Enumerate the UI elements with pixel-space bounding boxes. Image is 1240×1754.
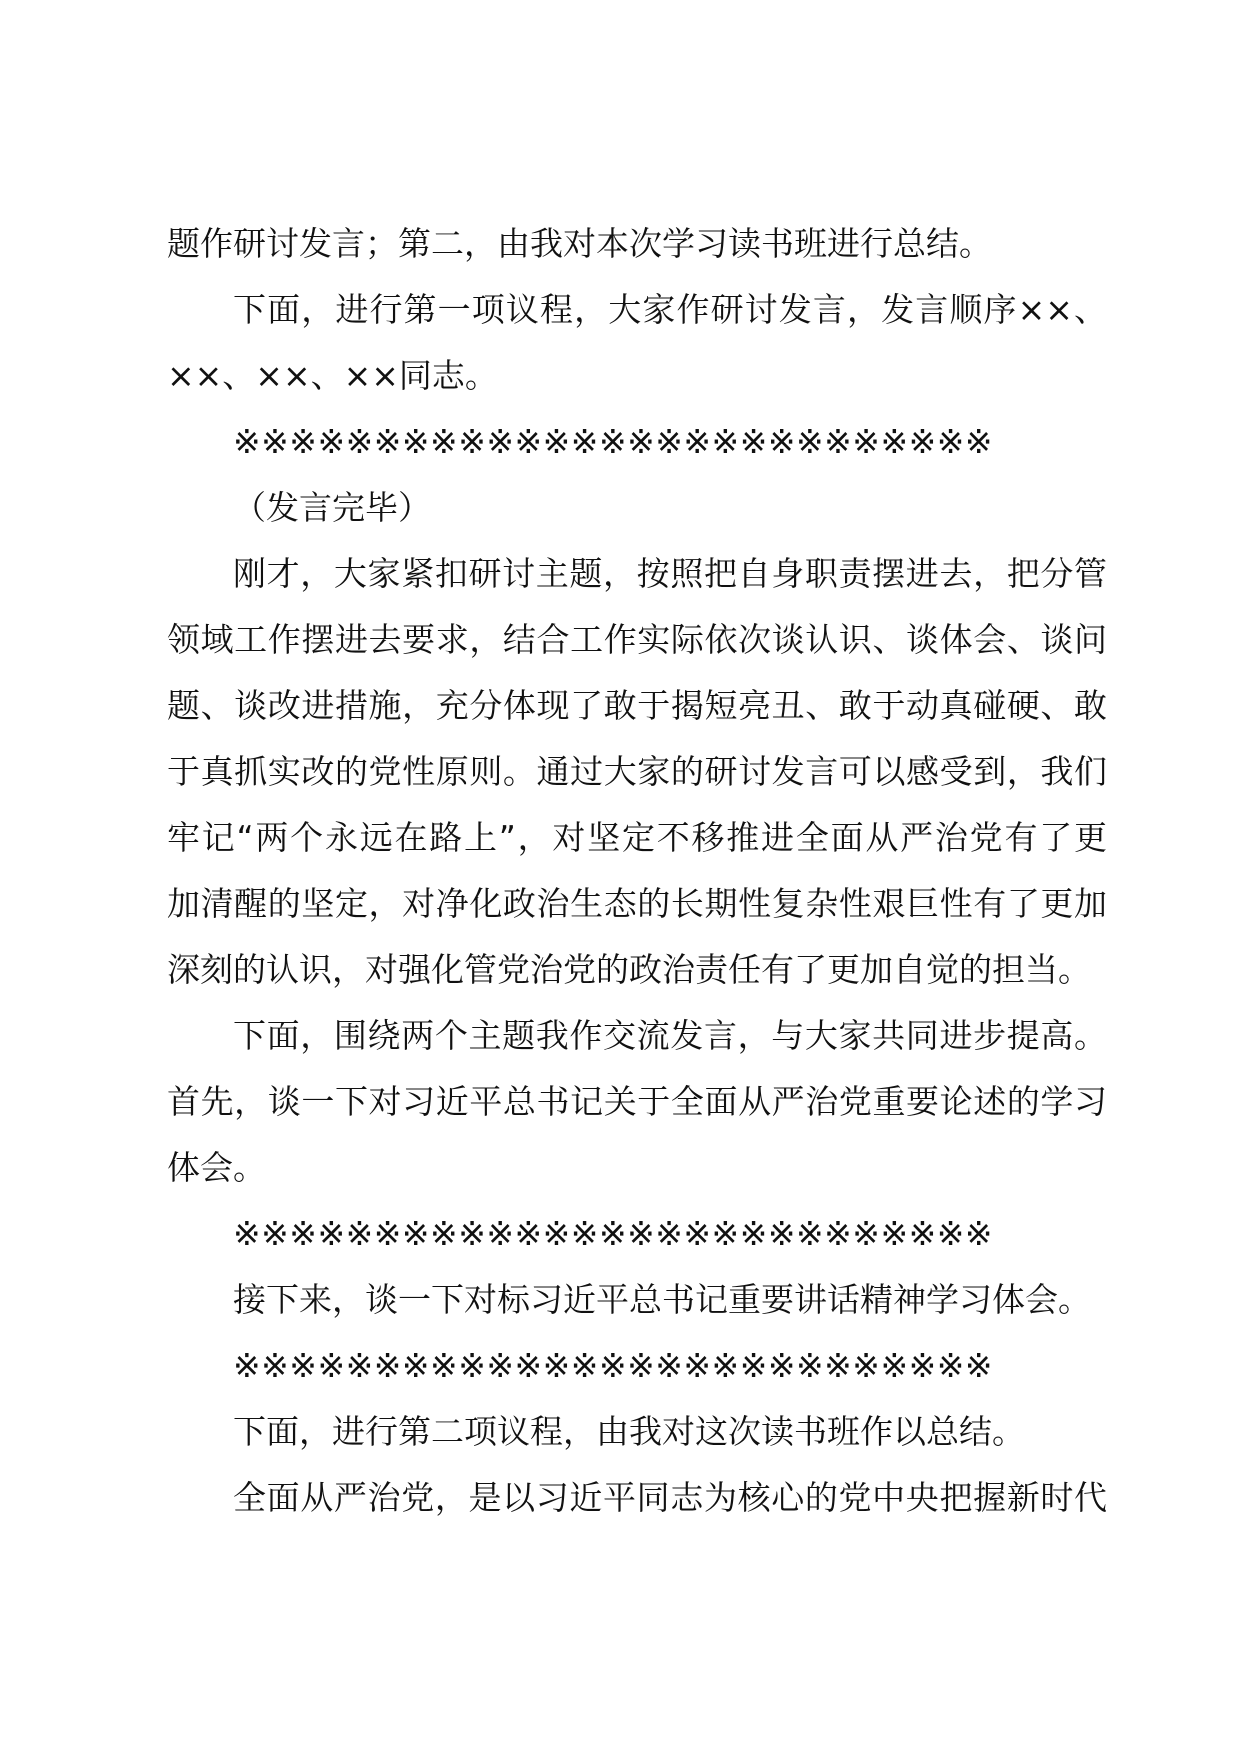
paragraph	[167, 541, 1107, 1003]
document-body	[167, 211, 1107, 1531]
text-line: 深刻的认识，对强化管党治党的政治责任有了更加自觉的担当。	[167, 950, 1091, 989]
text-line: 下面，围绕两个主题我作交流发言，与大家共同进步提高。	[233, 1016, 1107, 1055]
text-line: 首先，谈一下对习近平总书记关于全面从严治党重要论述的学习	[167, 1082, 1107, 1121]
text-line: ××、××、××同志。	[167, 356, 498, 395]
text-line: 刚才，大家紧扣研讨主题，按照把自身职责摆进去，把分管	[233, 554, 1107, 593]
separator-paragraph	[167, 1201, 1107, 1267]
paragraph	[167, 1399, 1107, 1465]
paragraph	[167, 277, 1107, 409]
text-line: 体会。	[167, 1148, 266, 1187]
paragraph	[167, 1003, 1107, 1201]
paragraph	[167, 1465, 1107, 1531]
paragraph	[167, 1267, 1107, 1333]
paragraph	[167, 211, 1107, 277]
text-line: （发言完毕）	[233, 488, 431, 527]
paragraph	[167, 475, 1107, 541]
text-line: 领域工作摆进去要求，结合工作实际依次谈认识、谈体会、谈问	[167, 620, 1107, 659]
text-line: 题、谈改进措施，充分体现了敢于揭短亮丑、敢于动真碰硬、敢	[167, 686, 1107, 725]
text-line: 下面，进行第一项议程，大家作研讨发言，发言顺序××、	[233, 290, 1107, 329]
separator-line: ※※※※※※※※※※※※※※※※※※※※※※※※※※※	[233, 1346, 994, 1385]
text-line: 牢记“两个永远在路上”，对坚定不移推进全面从严治党有了更	[167, 818, 1107, 857]
text-line: 于真抓实改的党性原则。通过大家的研讨发言可以感受到，我们	[167, 752, 1107, 791]
text-line: 接下来，谈一下对标习近平总书记重要讲话精神学习体会。	[233, 1280, 1091, 1319]
text-line: 下面，进行第二项议程，由我对这次读书班作以总结。	[233, 1412, 1025, 1451]
text-line: 加清醒的坚定，对净化政治生态的长期性复杂性艰巨性有了更加	[167, 884, 1107, 923]
text-line: 题作研讨发言；第二，由我对本次学习读书班进行总结。	[167, 224, 992, 263]
separator-line: ※※※※※※※※※※※※※※※※※※※※※※※※※※※	[233, 422, 994, 461]
text-line: 全面从严治党，是以习近平同志为核心的党中央把握新时代	[233, 1478, 1107, 1517]
separator-paragraph	[167, 1333, 1107, 1399]
separator-paragraph	[167, 409, 1107, 475]
separator-line: ※※※※※※※※※※※※※※※※※※※※※※※※※※※	[233, 1214, 994, 1253]
